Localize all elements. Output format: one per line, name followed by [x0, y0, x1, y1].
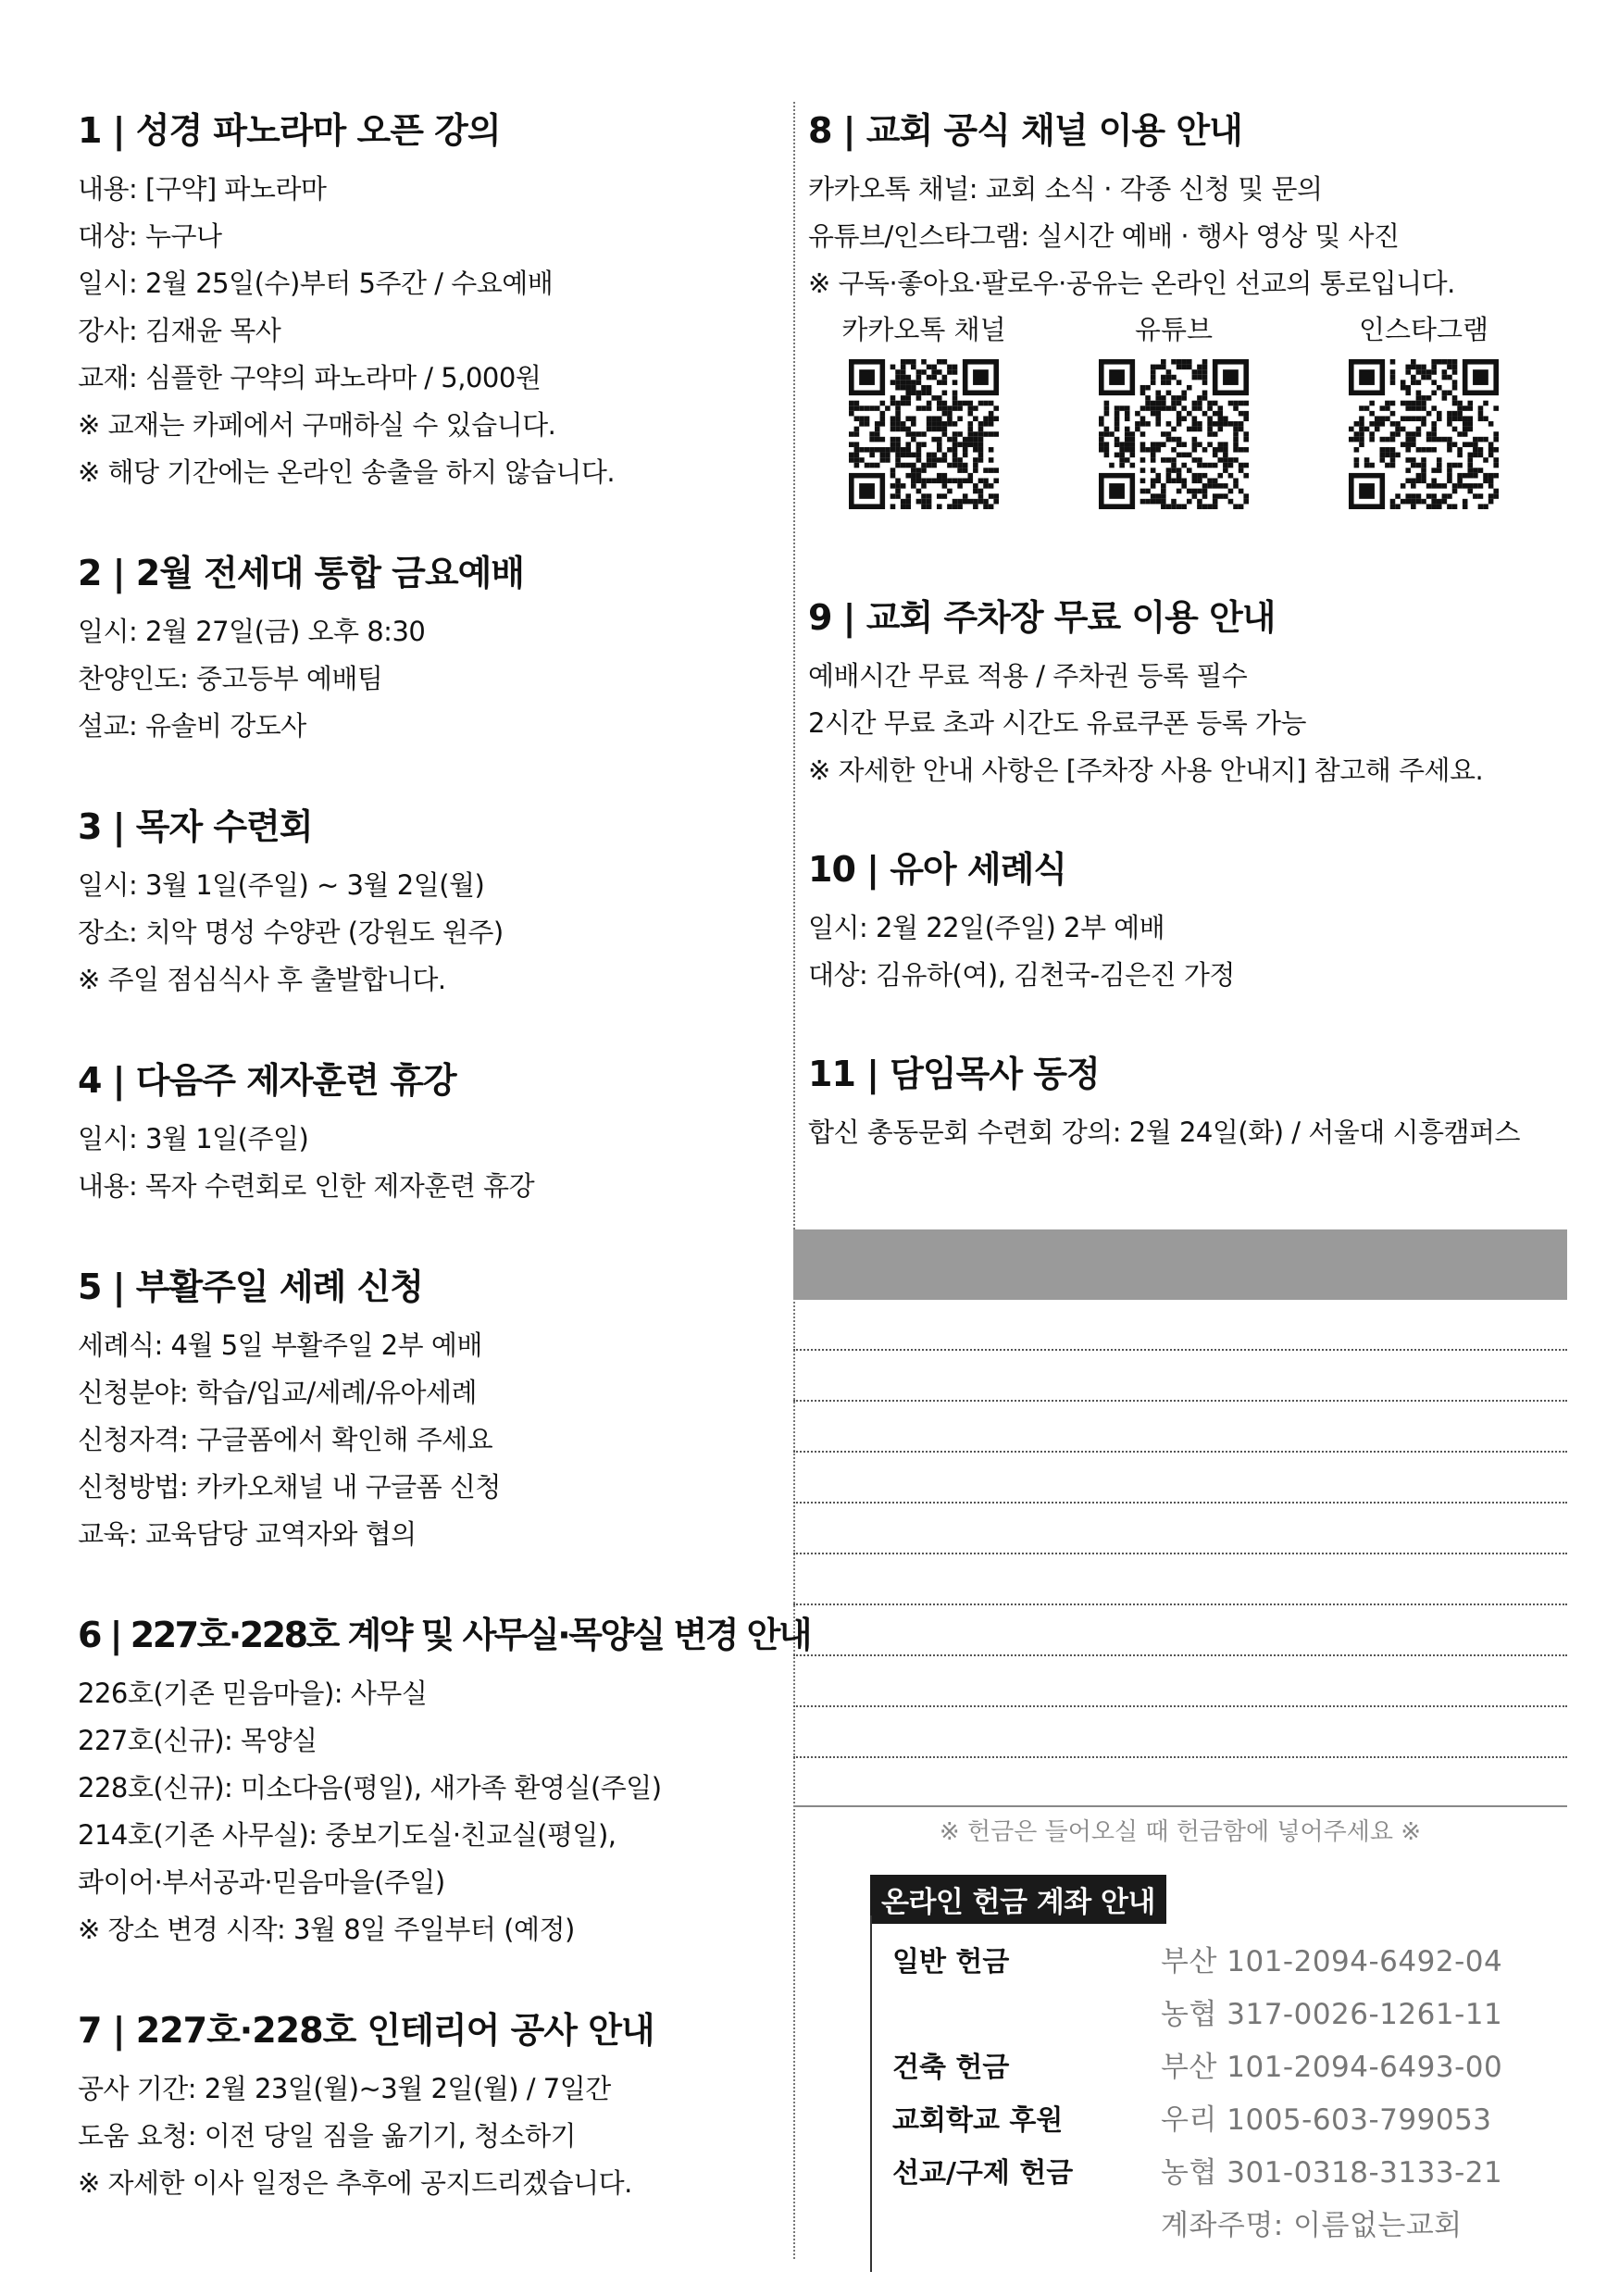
section-title: 7 | 227호·228호 인테리어 공사 안내	[78, 2010, 654, 2051]
section-8	[808, 102, 1567, 513]
section-line: 세례식: 4월 5일 부활주일 2부 예배	[78, 1329, 482, 1361]
account-row	[892, 2196, 1502, 2249]
section-line: 228호(신규): 미소다음(평일), 새가족 환영실(주일)	[78, 1772, 662, 1803]
section-7	[78, 2002, 781, 2207]
qr-youtube[interactable]	[1058, 309, 1289, 513]
account-holder: 계좌주명: 이름없는교회	[1161, 2209, 1463, 2242]
section-line: 콰이어·부서공과·믿음마을(주일)	[78, 1866, 445, 1898]
account-number: 우리 1005-603-799053	[1161, 2103, 1492, 2137]
qr-code-row	[808, 309, 1539, 513]
section-line: ※ 자세한 이사 일정은 추후에 공지드리겠습니다.	[78, 2167, 632, 2199]
section-line: 일시: 3월 1일(주일)	[78, 1123, 309, 1154]
section-5	[78, 1258, 781, 1558]
section-line: 찬양인도: 중고등부 예배팀	[78, 663, 383, 694]
account-number: 부산 101-2094-6493-00	[1161, 2051, 1503, 2084]
section-line: 카카오톡 채널: 교회 소식 · 각종 신청 및 문의	[808, 173, 1323, 205]
section-line: 유튜브/인스타그램: 실시간 예배 · 행사 영상 및 사진	[808, 220, 1400, 252]
section-line: 장소: 치악 명성 수양관 (강원도 원주)	[78, 917, 504, 948]
section-title: 6 | 227호·228호 계약 및 사무실·목양실 변경 안내	[78, 1615, 811, 1655]
section-line: ※ 주일 점심식사 후 출발합니다.	[78, 964, 446, 995]
section-title: 2 | 2월 전세대 통합 금요예배	[78, 553, 524, 593]
left-column	[78, 102, 811, 2255]
memo-line	[793, 1504, 1567, 1554]
online-offering-border	[870, 1915, 872, 2272]
online-offering-title: 온라인 헌금 계좌 안내	[870, 1875, 1166, 1924]
section-line: 예배시간 무료 적용 / 주차권 등록 필수	[808, 660, 1248, 692]
account-name: 건축 헌금	[892, 2051, 1010, 2084]
section-line: 내용: [구약] 파노라마	[78, 173, 327, 205]
qr-kakao[interactable]	[808, 309, 1040, 513]
section-line: 교육: 교육담당 교역자와 협의	[78, 1518, 417, 1550]
qr-label: 카카오톡 채널	[841, 314, 1006, 345]
section-line: 공사 기간: 2월 23일(월)~3월 2일(월) / 7일간	[78, 2073, 611, 2104]
qr-code-icon[interactable]	[849, 359, 999, 509]
section-title: 10 | 유아 세례식	[808, 849, 1066, 890]
account-row	[892, 1985, 1502, 2038]
account-row	[892, 1932, 1502, 1985]
section-line: 2시간 무료 초과 시간도 유료쿠폰 등록 가능	[808, 707, 1306, 739]
section-line: 대상: 김유하(여), 김천국-김은진 가정	[808, 959, 1235, 991]
qr-label: 유튜브	[1134, 314, 1214, 345]
section-line: 신청자격: 구글폼에서 확인해 주세요	[78, 1424, 493, 1455]
memo-line	[793, 1554, 1567, 1605]
account-name: 선교/구제 헌금	[892, 2156, 1074, 2190]
section-4	[78, 1052, 781, 1210]
section-title: 9 | 교회 주차장 무료 이용 안내	[808, 597, 1276, 638]
account-row	[892, 2143, 1502, 2196]
section-1	[78, 102, 781, 496]
account-row	[892, 2090, 1502, 2143]
section-line: 226호(기존 믿음마을): 사무실	[78, 1678, 428, 1709]
memo-line	[793, 1351, 1567, 1402]
memo-line	[793, 1402, 1567, 1453]
offering-note: ※ 헌금은 들어오실 때 헌금함에 넣어주세요 ※	[939, 1818, 1422, 1846]
section-line: ※ 교재는 카페에서 구매하실 수 있습니다.	[78, 409, 556, 441]
section-11	[808, 1045, 1567, 1156]
section-line: ※ 자세한 안내 사항은 [주차장 사용 안내지] 참고해 주세요.	[808, 755, 1484, 786]
section-title: 8 | 교회 공식 채널 이용 안내	[808, 110, 1242, 151]
memo-header-bar	[793, 1229, 1567, 1300]
section-10	[808, 841, 1567, 999]
section-line: 교재: 심플한 구약의 파노라마 / 5,000원	[78, 362, 542, 393]
section-6	[78, 1606, 811, 1953]
section-line: 214호(기존 사무실): 중보기도실·친교실(평일),	[78, 1819, 616, 1851]
memo-line	[793, 1605, 1567, 1656]
section-line: 설교: 유솔비 강도사	[78, 710, 306, 742]
section-3	[78, 798, 781, 1004]
section-title: 3 | 목자 수련회	[78, 806, 313, 847]
qr-code-icon[interactable]	[1349, 359, 1499, 509]
account-number: 농협 301-0318-3133-21	[1161, 2156, 1503, 2190]
section-line: 일시: 2월 25일(수)부터 5주간 / 수요예배	[78, 268, 554, 299]
account-number: 농협 317-0026-1261-11	[1161, 1998, 1503, 2031]
online-offering-box	[870, 1875, 1574, 2242]
section-2	[78, 544, 781, 750]
section-line: 신청분야: 학습/입교/세례/유아세례	[78, 1377, 477, 1408]
section-line: 일시: 3월 1일(주일) ~ 3월 2일(월)	[78, 869, 485, 901]
memo-bottom-rule	[793, 1805, 1567, 1807]
memo-line	[793, 1453, 1567, 1504]
section-line: 내용: 목자 수련회로 인한 제자훈련 휴강	[78, 1170, 535, 1202]
section-line: 대상: 누구나	[78, 220, 222, 252]
section-9	[808, 589, 1567, 794]
section-line: ※ 해당 기간에는 온라인 송출을 하지 않습니다.	[78, 456, 616, 488]
column-divider	[793, 102, 795, 2259]
section-line: 227호(신규): 목양실	[78, 1725, 318, 1756]
section-line: 신청방법: 카카오채널 내 구글폼 신청	[78, 1471, 501, 1503]
section-title: 11 | 담임목사 동정	[808, 1054, 1100, 1094]
section-title: 5 | 부활주일 세례 신청	[78, 1267, 423, 1307]
account-name: 일반 헌금	[892, 1945, 1010, 1978]
right-column	[808, 102, 1567, 1203]
section-line: 일시: 2월 22일(주일) 2부 예배	[808, 912, 1165, 943]
section-line: 합신 총동문회 수련회 강의: 2월 24일(화) / 서울대 시흥캠퍼스	[808, 1117, 1521, 1148]
account-table	[892, 1932, 1502, 2249]
section-title: 4 | 다음주 제자훈련 휴강	[78, 1060, 456, 1101]
account-name: 교회학교 후원	[892, 2103, 1064, 2137]
memo-area	[793, 1229, 1567, 1758]
section-line: ※ 장소 변경 시작: 3월 8일 주일부터 (예정)	[78, 1914, 575, 1945]
memo-line	[793, 1656, 1567, 1707]
qr-code-icon[interactable]	[1099, 359, 1249, 509]
section-line: 강사: 김재윤 목사	[78, 315, 281, 346]
qr-label: 인스타그램	[1358, 314, 1489, 345]
section-line: 일시: 2월 27일(금) 오후 8:30	[78, 616, 426, 647]
section-line: 도움 요청: 이전 당일 짐을 옮기기, 청소하기	[78, 2120, 577, 2152]
memo-line	[793, 1707, 1567, 1758]
section-line: ※ 구독·좋아요·팔로우·공유는 온라인 선교의 통로입니다.	[808, 268, 1455, 299]
account-number: 부산 101-2094-6492-04	[1161, 1945, 1503, 1978]
section-title: 1 | 성경 파노라마 오픈 강의	[78, 110, 501, 151]
account-row	[892, 2038, 1502, 2090]
memo-line	[793, 1300, 1567, 1351]
qr-instagram[interactable]	[1308, 309, 1539, 513]
